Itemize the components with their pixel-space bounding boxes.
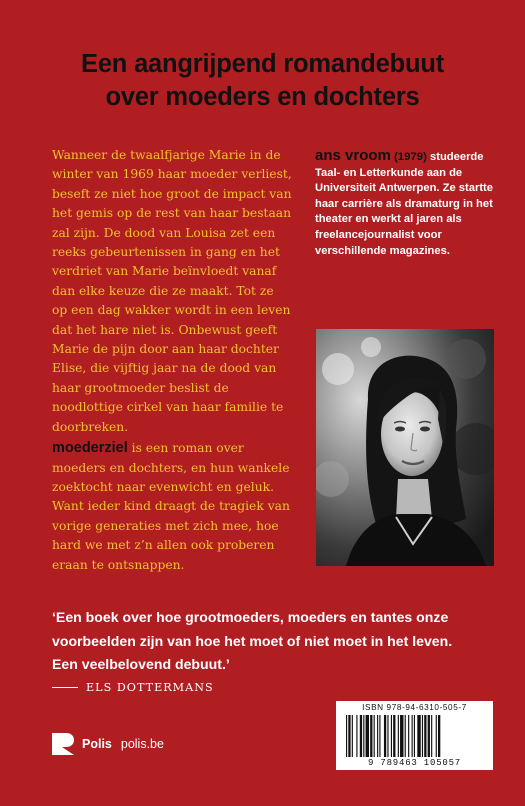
author-name: ans vroom: [315, 147, 391, 164]
quote-line-3: Een veelbelovend debuut.’: [52, 656, 230, 672]
quote-line-1: ‘Een boek over hoe grootmoeders, moeders en tantes onze: [52, 609, 449, 625]
publisher: [52, 733, 164, 755]
publisher-url: polis.be: [120, 737, 164, 751]
quote-line-2: voorbeelden zijn van hoe het moet of niet moet in het leven.: [52, 632, 453, 649]
author-portrait-icon: [316, 329, 494, 566]
headline-line-2: over moeders en dochters: [105, 83, 420, 111]
publisher-name: Polis: [82, 737, 112, 751]
review-quote: [52, 606, 492, 677]
isbn-barcode: [336, 701, 493, 770]
book-title: moederziel: [52, 440, 128, 457]
barcode-digits: 9 789463 105057: [367, 758, 461, 768]
blurb: [52, 146, 292, 575]
blurb-paragraph-2: [52, 439, 292, 575]
headline-line-1: Een aangrijpend romandebuut: [81, 50, 444, 78]
author-bio-text: studeerde Taal- en Letterkunde aan de Universiteit Antwerpen. Ze startte haar carrière als dramaturg in het theater en werkt al jaren als freelancejournalist voor verschillende magazines.: [315, 151, 494, 257]
barcode-bars-icon: [344, 715, 485, 757]
isbn-text: ISBN 978-94-6310-505-7: [362, 703, 467, 712]
blurb-paragraph-2-text: is een roman over moeders en dochters, en hun wankele zoektocht naar evenwicht en geluk. Want ieder kind draagt de tragiek van vorige generaties met zich mee, hoe hard we met z’n allen ook proberen eraan te ontsnappen.: [52, 441, 290, 572]
headline: [0, 48, 525, 114]
attribution-name: ELS DOTTERMANS: [86, 681, 214, 694]
blurb-paragraph-1: Wanneer de twaalfjarige Marie in de winter van 1969 haar moeder verliest, beseft ze niet hoe groot de impact van het gemis op de rest van haar bestaan zal zijn. De dood van Louisa zet een reeks gebeurtenissen in gang en het verdriet van Marie beïnvloedt vanaf dan elke keuze die ze maakt. Tot ze op een dag wakker wordt in een leven dat het hare niet is. Onbewust geeft Marie de pijn door aan haar dochter Elise, die vijftig jaar na de dood van haar grootmoeder beslist de noodlottige cirkel van haar familie te doorbreken.: [52, 148, 292, 434]
author-year: (1979): [393, 151, 427, 163]
author-photo: [316, 329, 494, 566]
quote-attribution: [52, 681, 214, 694]
polis-logo-icon: [52, 733, 74, 755]
dash-icon: [52, 687, 78, 688]
author-bio: [315, 148, 493, 259]
